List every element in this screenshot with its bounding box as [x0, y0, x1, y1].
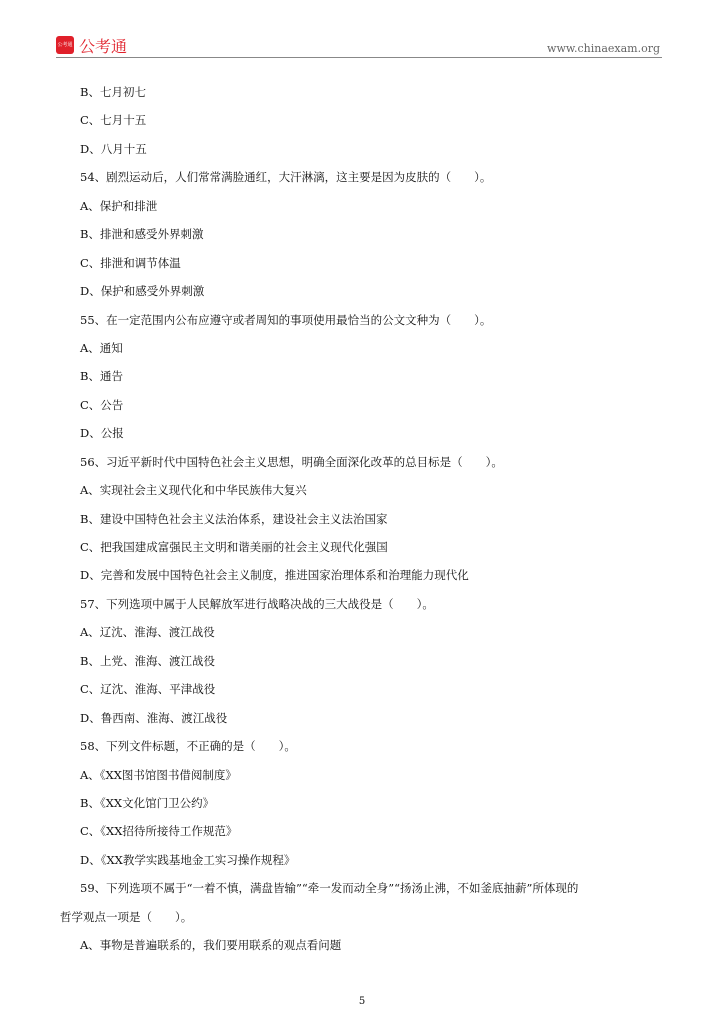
option-line: D、《XX教学实践基地金工实习操作规程》	[80, 852, 296, 867]
option-line: D、八月十五	[80, 141, 147, 156]
question-line: 57、下列选项中属于人民解放军进行战略决战的三大战役是（ ）。	[80, 596, 434, 611]
logo-text: 公考通	[79, 37, 128, 56]
question-line: 54、剧烈运动后，人们常常满脸通红，大汗淋漓，这主要是因为皮肤的（ ）。	[80, 170, 492, 185]
option-line: C、七月十五	[80, 113, 147, 128]
question-line: 56、习近平新时代中国特色社会主义思想，明确全面深化改革的总目标是（ ）。	[80, 454, 503, 469]
option-line: B、建设中国特色社会主义法治体系，建设社会主义法治国家	[80, 511, 388, 526]
question-59	[60, 874, 680, 931]
option-line: D、完善和发展中国特色社会主义制度，推进国家治理体系和治理能力现代化	[80, 568, 469, 583]
option-line: A、辽沈、淮海、渡江战役	[80, 625, 215, 640]
option-line: B、通告	[80, 369, 123, 384]
option-line: C、公告	[80, 397, 124, 412]
option-line: D、公报	[80, 426, 124, 441]
option-line: A、事物是普遍联系的，我们要用联系的观点看问题	[80, 938, 342, 953]
site-url: www.chinaexam.org	[547, 42, 660, 55]
question-59-text: 59、下列选项不属于“一着不慎，满盘皆输”“牵一发而动全身”“扬汤止沸，不如釜底抽薪”所体现的	[80, 881, 579, 896]
option-line: A、保护和排泄	[80, 198, 158, 213]
document-body	[60, 78, 680, 960]
option-line: B、排泄和感受外界刺激	[80, 227, 204, 242]
question-line: 58、下列文件标题，不正确的是（ ）。	[80, 739, 296, 754]
page-header	[56, 36, 662, 58]
option-line: B、《XX文化馆门卫公约》	[80, 795, 215, 810]
option-line: D、保护和感受外界刺激	[80, 284, 205, 299]
option-line: D、鲁西南、淮海、渡江战役	[80, 710, 228, 725]
option-line: C、把我国建成富强民主文明和谐美丽的社会主义现代化强国	[80, 540, 388, 554]
option-line: A、通知	[80, 340, 123, 355]
logo-icon: 公考通	[56, 36, 74, 54]
option-line: A、实现社会主义现代化和中华民族伟大复兴	[80, 483, 307, 498]
option-line: A、《XX图书馆图书借阅制度》	[80, 767, 237, 782]
page-number: 5	[358, 996, 366, 1007]
option-line: B、七月初七	[80, 85, 146, 99]
question-line: 55、在一定范围内公布应遵守或者周知的事项使用最恰当的公文文种为（ ）。	[80, 312, 492, 327]
question-59-text-cont: 哲学观点一项是（ ）。	[60, 909, 193, 924]
option-line: C、辽沈、淮海、平津战役	[80, 682, 216, 697]
option-line: B、上党、淮海、渡江战役	[80, 653, 215, 668]
option-line: C、排泄和调节体温	[80, 255, 181, 270]
option-line: C、《XX招待所接待工作规范》	[80, 824, 238, 839]
